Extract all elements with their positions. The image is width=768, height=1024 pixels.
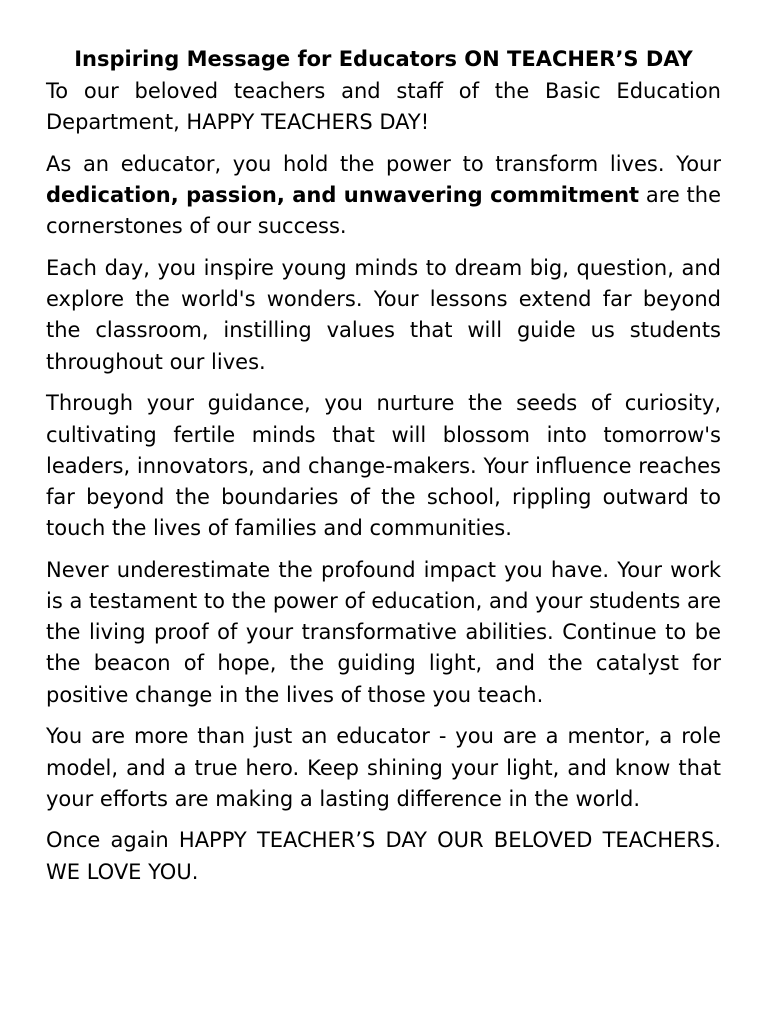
document-title: Inspiring Message for Educators ON TEACHER’S DAY	[74, 47, 693, 71]
paragraph-more-than-educator: You are more than just an educator - you are a mentor, a role model, and a true hero. Keep shining your light, and know that your efforts are making a lasting difference in the world.	[46, 724, 721, 811]
bold-phrase: dedication, passion, and unwavering commitment	[46, 183, 640, 208]
paragraph-greeting: To our beloved teachers and staff of the Basic Education Department, HAPPY TEACHERS DAY!	[46, 79, 721, 135]
paragraph-profound-impact: Never underestimate the profound impact you have. Your work is a testament to the power of education, and your students are the living proof of your transformative abilities. Continue to be the beacon of hope, the guiding light, and the catalyst for positive change in the lives of those you teach.	[46, 557, 721, 707]
paragraph-guidance: Through your guidance, you nurture the seeds of curiosity, cultivating fertile minds that will blossom into tomorrow's leaders, innovators, and change-makers. Your influence reaches far beyond the boundaries of the school, rippling outward to touch the lives of families and communities.	[46, 391, 721, 541]
paragraph-closing: Once again HAPPY TEACHER’S DAY OUR BELOVED TEACHERS. WE LOVE YOU.	[46, 828, 721, 884]
paragraph-inspire-young-minds: Each day, you inspire young minds to dream big, question, and explore the world's wonders. Your lessons extend far beyond the classroom, instilling values that will guide us students throughout our lives.	[46, 256, 721, 374]
paragraph-text: are the cornerstones of our success.	[46, 183, 721, 239]
document-page	[46, 44, 721, 898]
paragraph-text: As an educator, you hold the power to transform lives. Your	[46, 151, 721, 176]
paragraph-power-to-transform	[46, 149, 721, 243]
